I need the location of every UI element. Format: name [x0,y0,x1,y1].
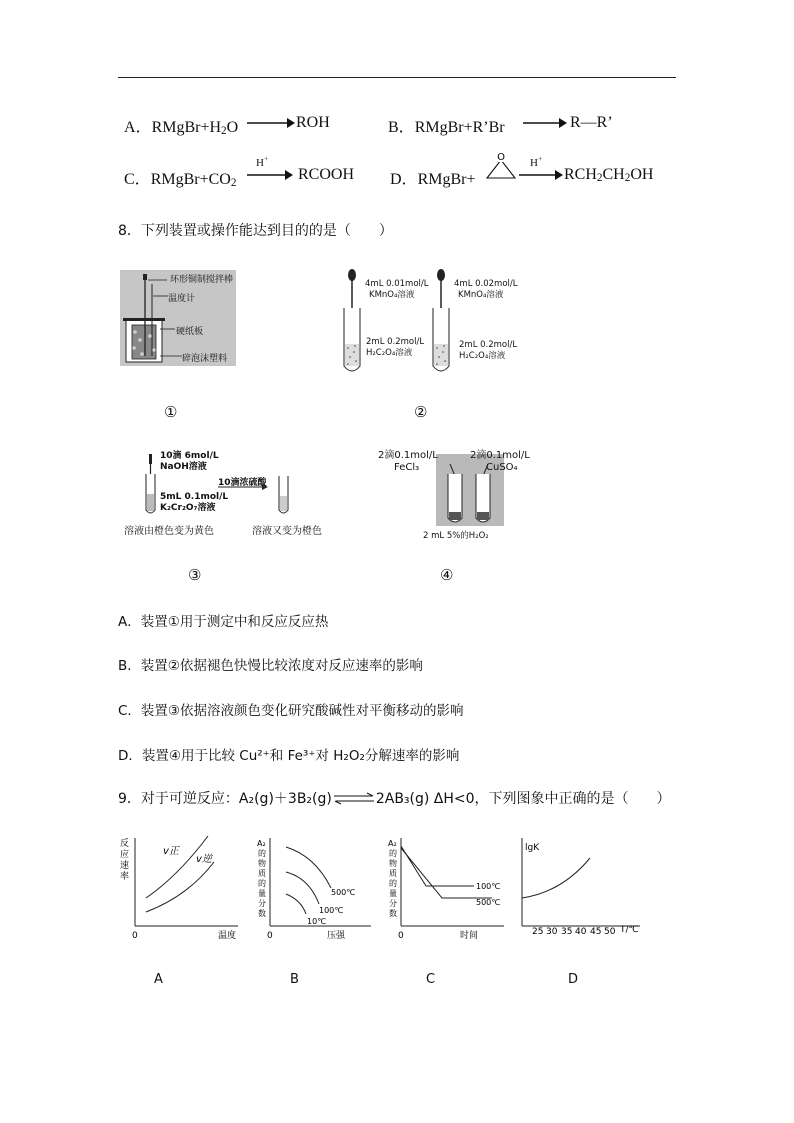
graph-a [118,832,243,944]
question-8-option-b: B．装置②依据褪色快慢比较浓度对反应速率的影响 [118,658,423,674]
apparatus-4-right-label: 2滴0.1mol/L CuSO₄ [470,450,530,473]
graph-b-xlabel: 压强 [327,931,346,941]
graph-d-tick-45: 45 [590,927,602,937]
graph-b-curve-10: 10℃ [307,917,327,926]
graph-c-curve-500: 500℃ [476,898,501,907]
graph-c-ylabel-3: 物 [389,859,397,868]
apparatus-3-solution-label: 5mL 0.1mol/L K₂Cr₂O₇溶液 [160,492,229,513]
arrow-a [246,116,296,130]
apparatus-2-left-top: 4mL 0.01mol/L KMnO₄溶液 [365,279,429,300]
graph-b-ylabel-3: 物 [258,859,266,868]
graph-a-ylabel-3: 速 [120,861,130,871]
option-b-reaction: B．RMgBr+R’Br [388,119,505,136]
question-9-stem: 9．对于可逆反应：A₂(g)＋3B₂(g) 2AB₃(g) ΔH<0，下列图象中正确的是（ ） [118,791,671,807]
apparatus-1-label-board: 硬纸板 [176,327,204,337]
graph-d-letter: D [568,972,579,987]
graph-b-letter: B [290,972,299,987]
apparatus-1-label-foam: 碎泡沫塑料 [182,354,228,364]
graph-c-ylabel-5: 的 [389,879,397,888]
epoxide-icon [483,150,519,184]
graph-c-curve-100: 100℃ [476,882,501,891]
graph-b-origin: 0 [267,931,273,941]
graph-c-letter: C [426,972,436,987]
apparatus-1-number: ① [164,405,178,421]
option-c-reaction: C．$RMgBr+CO_2$ [124,171,237,189]
graph-c-ylabel-6: 量 [389,889,397,898]
apparatus-3-number: ③ [188,568,202,584]
graph-b-ylabel-7: 分 [258,899,266,908]
question-8-stem: 8．下列装置或操作能达到目的的是（ ） [118,223,393,239]
option-d-reaction: D．RMgBr+ [390,171,476,188]
graph-b-curve-100: 100℃ [319,906,344,915]
apparatus-3-caption-right: 溶液又变为橙色 [252,526,322,537]
question-8-option-c: C．装置③依据溶液颜色变化研究酸碱性对平衡移动的影响 [118,703,464,719]
apparatus-4-bottom-label: 2 mL 5%的H₂O₂ [423,531,489,541]
apparatus-2-right-bottom: 2mL 0.2mol/L H₂C₂O₄溶液 [459,340,518,361]
graph-b-ylabel-2: 的 [258,849,266,858]
apparatus-2-left-bottom: 2mL 0.2mol/L H₂C₂O₄溶液 [366,337,425,358]
graph-d-tick-30: 30 [546,927,558,937]
graph-a-origin: 0 [132,931,138,941]
arrow-d-catalyst: H+ [530,154,543,169]
graph-d-ylabel: lgK [525,843,540,853]
equilibrium-arrow-icon [332,791,376,805]
apparatus-3-arrow-label: 10滴浓硫酸 [218,478,267,488]
graph-a-curve2-label: v逆 [196,854,212,865]
svg-text:O: O [497,152,505,163]
graph-a-ylabel-4: 率 [120,872,130,882]
apparatus-3-caption-left: 溶液由橙色变为黄色 [124,526,214,537]
graph-d-xunit: T/℃ [620,925,639,935]
option-a-reaction: A．$RMgBr+H_2O$ [124,119,239,137]
graph-b-curve-500: 500℃ [331,888,356,897]
graph-c-xlabel: 时间 [460,931,479,941]
apparatus-4-number: ④ [440,568,454,584]
graph-c-ylabel-8: 数 [389,909,397,918]
apparatus-4-left-label: 2滴0.1mol/L FeCl₃ [378,450,438,473]
question-8-option-d: D．装置④用于比较 Cu²⁺和 Fe³⁺对 H₂O₂分解速率的影响 [118,748,460,764]
arrow-b [522,116,568,130]
graph-b [253,832,378,944]
graph-a-xlabel: 温度 [218,931,237,941]
question-8-option-a: A．装置①用于测定中和反应反应热 [118,614,329,630]
graph-c-origin: 0 [398,931,404,941]
graph-c-ylabel-4: 质 [389,869,397,878]
graph-a-ylabel-2: 应 [120,850,130,860]
graph-b-ylabel-1: A₂ [257,839,266,848]
graph-a-letter: A [154,972,163,987]
graph-d [512,832,642,944]
graph-c [384,832,509,944]
apparatus-2-right-top: 4mL 0.02mol/L KMnO₄溶液 [454,279,518,300]
apparatus-1-label-stirrer: 环形铜制搅拌棒 [170,275,234,285]
arrow-c [246,168,294,182]
arrow-c-catalyst: H+ [256,154,269,169]
graph-a-curve1-label: v正 [163,846,179,857]
apparatus-2-number: ② [414,405,428,421]
header-rule [118,77,676,78]
graph-b-ylabel-6: 量 [258,889,266,898]
graph-d-tick-35: 35 [561,927,573,937]
option-a-product: ROH [296,114,330,131]
graph-b-ylabel-4: 质 [258,869,266,878]
graph-d-tick-25: 25 [532,927,544,937]
apparatus-3-drop-label: 10滴 6mol/L NaOH溶液 [160,451,219,472]
graph-d-tick-40: 40 [575,927,587,937]
graph-b-ylabel-5: 的 [258,879,266,888]
option-b-product: R—R’ [570,114,613,131]
graph-a-ylabel-1: 反 [120,839,130,849]
graph-b-ylabel-8: 数 [258,909,266,918]
graph-d-tick-50: 50 [604,927,616,937]
graph-c-ylabel-2: 的 [389,849,397,858]
graph-c-ylabel-7: 分 [389,899,397,908]
arrow-d [518,168,564,182]
option-d-product: $RCH_2CH_2OH$ [564,166,654,184]
apparatus-1-label-thermometer: 温度计 [168,294,196,304]
graph-c-ylabel-1: A₂ [388,839,397,848]
option-c-product: RCOOH [298,166,355,183]
